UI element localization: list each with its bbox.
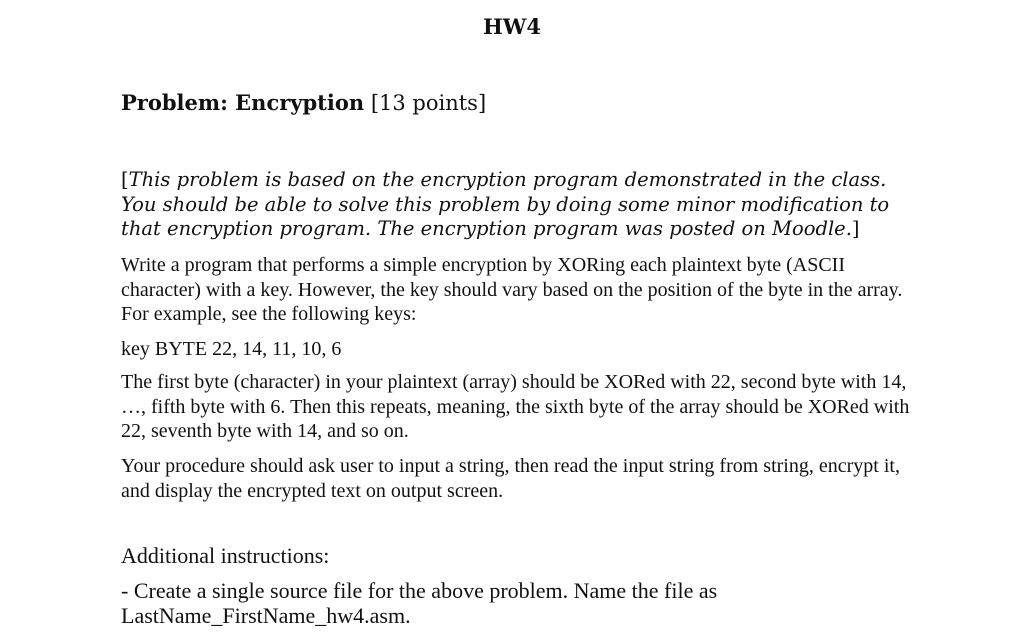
problem-label: Problem: Encryption bbox=[121, 90, 365, 115]
intro-paragraph bbox=[121, 168, 901, 242]
problem-points: [13 points] bbox=[370, 91, 487, 115]
paragraph-description: Write a program that performs a simple encryption by XORing each plaintext byte (ASCII character) with a key. However, the key should vary based on the position of the byte in the array. For example, see the following keys: bbox=[121, 254, 903, 325]
paragraph-key-definition: key BYTE 22, 14, 11, 10, 6 bbox=[121, 338, 342, 360]
intro-text: This problem is based on the encryption program demonstrated in the class. You should be able to solve this problem by doing some minor modification to that encryption program. The encryption program was posted on Moodle. bbox=[121, 168, 890, 240]
intro-open-bracket: [ bbox=[121, 168, 129, 191]
document-title: HW4 bbox=[482, 14, 542, 39]
paragraph-procedure: Your procedure should ask user to input a string, then read the input string from string, encrypt it, and display the encrypted text on output screen. bbox=[121, 455, 900, 502]
paragraph-key-rotation: The first byte (character) in your plaintext (array) should be XORed with 22, second byte with 14, …, fifth byte with 6. Then this repeats, meaning, the sixth byte of the array should be XORed with 22, seventh byte with 14, and so on. bbox=[121, 371, 910, 442]
additional-instructions-heading: Additional instructions: bbox=[121, 543, 330, 568]
instruction-item: - Create a single source file for the above problem. Name the file as LastName_FirstName_hw4.asm. bbox=[121, 578, 718, 628]
intro-close-bracket: ] bbox=[851, 217, 860, 240]
problem-heading bbox=[121, 90, 486, 115]
